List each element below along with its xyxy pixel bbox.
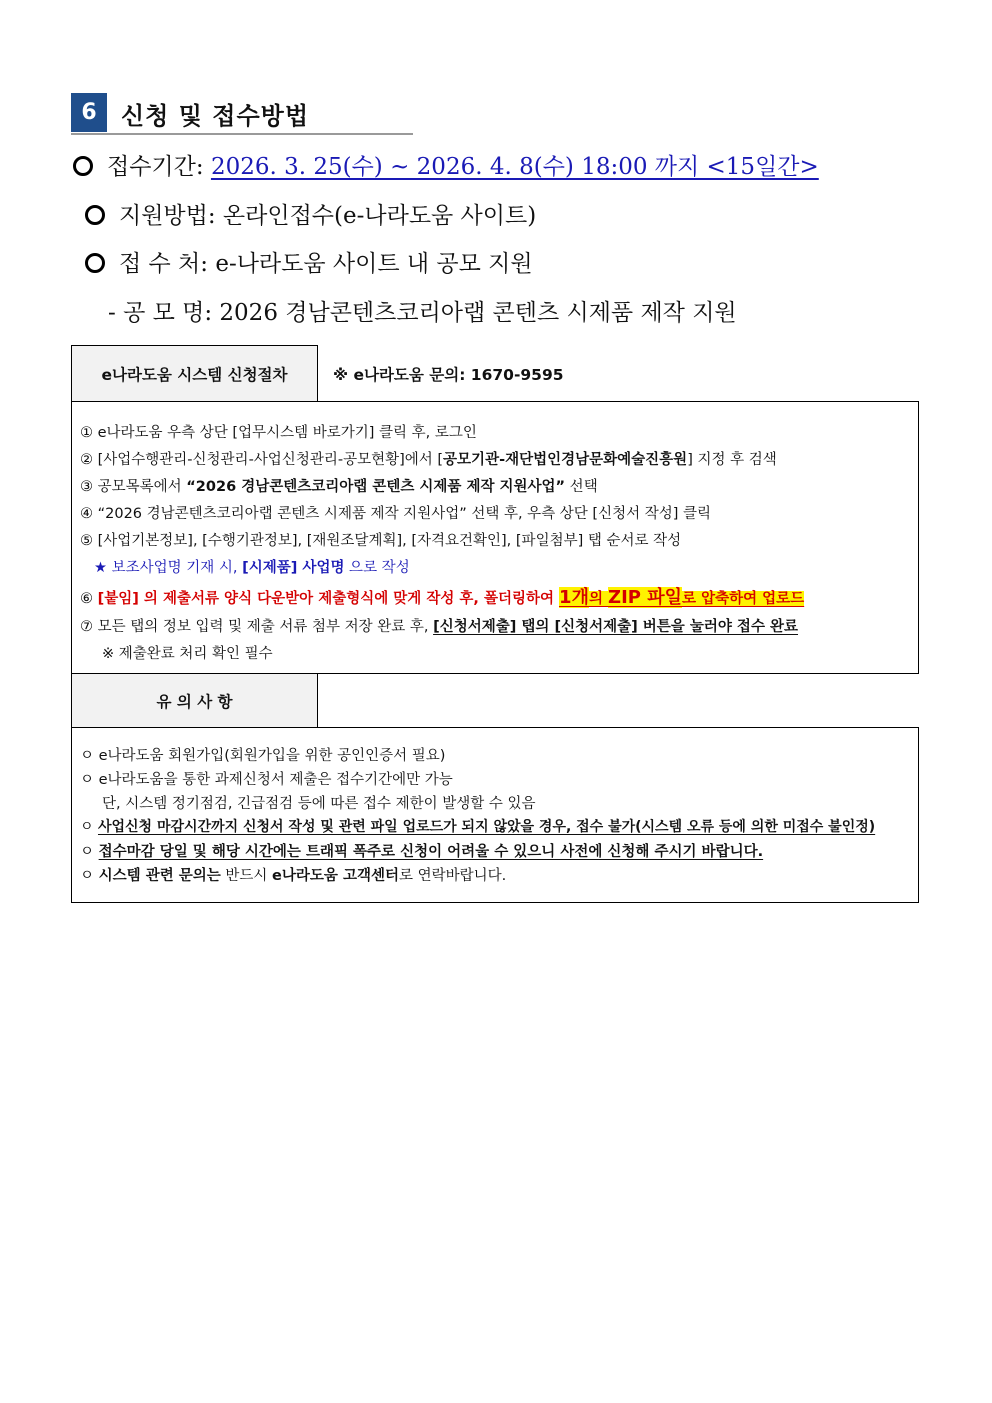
- step-7-emphasis: [신청서제출] 탭의 [신청서제출] 버튼을 눌러야 접수 완료: [433, 619, 799, 635]
- star-note-emphasis: [시제품] 사업명: [242, 560, 345, 576]
- apply-method-text: 지원방법: 온라인접수(e-나라도움 사이트): [119, 203, 537, 229]
- notes-box: [71, 727, 919, 903]
- step-6: [80, 583, 804, 609]
- step-2-org: 공모기관-재단법인경남문화예술진흥원: [443, 452, 688, 468]
- note-4-bullet: ㅇ: [80, 844, 99, 860]
- step-7: [80, 615, 798, 636]
- notes-tab: 유 의 사 항: [71, 673, 318, 728]
- circle-bullet-icon: [85, 253, 105, 273]
- section-heading: [71, 93, 413, 135]
- step-6-text-a: [붙임] 의 제출서류 양식 다운받아 제출형식에 맞게 작성 후, 폴더링하여: [97, 591, 560, 607]
- step-3-text-c: 선택: [565, 479, 598, 495]
- note-5-text-b: 시스템 관련 문의는: [98, 868, 221, 884]
- contest-name: - 공 모 명: 2026 경남콘텐츠코리아랩 콘텐츠 시제품 제작 지원: [108, 300, 737, 326]
- step-7-note: ※ 제출완료 처리 확인 필수: [102, 646, 273, 662]
- note-3-text: 사업신청 마감시간까지 신청서 작성 및 관련 파일 업로드가 되지 않았을 경우, 접수 불가(시스템 오류 등에 의한 미접수 불인정): [97, 819, 876, 835]
- note-5-text-e: 로 연락바랍니다.: [398, 868, 507, 884]
- step-3: [80, 475, 598, 496]
- step-4: ④ “2026 경남콘텐츠코리아랩 콘텐츠 시제품 제작 지원사업” 선택 후, 우측 상단 [신청서 작성] 클릭: [80, 506, 712, 522]
- note-5-bullet: ㅇ: [80, 868, 99, 884]
- note-1: ㅇ e나라도움 회원가입(회원가입을 위한 공인인증서 필요): [80, 748, 446, 764]
- step-7-text-a: ⑦ 모든 탭의 정보 입력 및 제출 서류 첨부 저장 완료 후,: [80, 619, 434, 635]
- note-3: [80, 816, 875, 836]
- star-note-text-a: ★ 보조사업명 기재 시,: [94, 560, 243, 576]
- step-3-project: “2026 경남콘텐츠코리아랩 콘텐츠 시제품 제작 지원사업”: [186, 479, 566, 495]
- reception-period-value: 2026. 3. 25(수) ~ 2026. 4. 8(수) 18:00 까지 <15일간>: [210, 154, 819, 180]
- note-2: ㅇ e나라도움을 통한 과제신청서 제출은 접수기간에만 가능: [80, 772, 453, 788]
- step-6-count: 1개: [559, 587, 589, 608]
- circle-bullet-icon: [73, 156, 93, 176]
- step-3-text-a: ③ 공모목록에서: [80, 479, 187, 495]
- procedure-tab: e나라도움 시스템 신청절차: [71, 345, 318, 402]
- note-4-text: 접수마감 당일 및 해당 시간에는 트래픽 폭주로 신청이 어려울 수 있으니 사전에 신청해 주시기 바랍니다.: [98, 844, 764, 860]
- step-2-text-c: ] 지정 후 검색: [687, 452, 777, 468]
- note-3-bullet: ㅇ: [80, 819, 98, 835]
- circle-bullet-icon: [85, 205, 105, 225]
- note-4: [80, 840, 763, 861]
- note-5: [80, 864, 506, 885]
- receiving-place: [85, 245, 533, 278]
- inquiry-text: ※ e나라도움 문의: 1670-9595: [333, 366, 564, 384]
- reception-period-label: 접수기간:: [107, 154, 204, 180]
- step-1: ① e나라도움 우측 상단 [업무시스템 바로가기] 클릭 후, 로그인: [80, 425, 477, 441]
- note-5-center: e나라도움 고객센터: [272, 868, 399, 884]
- step-6-num: ⑥: [80, 591, 98, 607]
- section-title: 신청 및 접수방법: [121, 102, 309, 130]
- step-5: ⑤ [사업기본정보], [수행기관정보], [재원조달계획], [자격요건확인], [파일첨부] 탭 순서로 작성: [80, 533, 682, 549]
- step-6-text-c: 의: [588, 591, 609, 607]
- receiving-place-text: 접 수 처: e-나라도움 사이트 내 공모 지원: [119, 251, 533, 277]
- reception-period: [73, 148, 819, 181]
- step-2: [80, 448, 777, 469]
- note-5-text-c: 반드시: [220, 868, 273, 884]
- step-2-text-a: ② [사업수행관리-신청관리-사업신청관리-공모현황]에서 [: [80, 452, 444, 468]
- star-note: [94, 556, 410, 577]
- step-6-text-e: 로 압축하여 업로드: [682, 591, 805, 607]
- section-number: 6: [71, 93, 107, 132]
- step-6-zip: ZIP 파일: [608, 587, 683, 608]
- apply-method: [85, 197, 536, 230]
- note-2-sub: 단, 시스템 정기점검, 긴급점검 등에 따른 접수 제한이 발생할 수 있음: [102, 796, 536, 812]
- star-note-text-c: 으로 작성: [344, 560, 410, 576]
- procedure-box: [71, 401, 919, 674]
